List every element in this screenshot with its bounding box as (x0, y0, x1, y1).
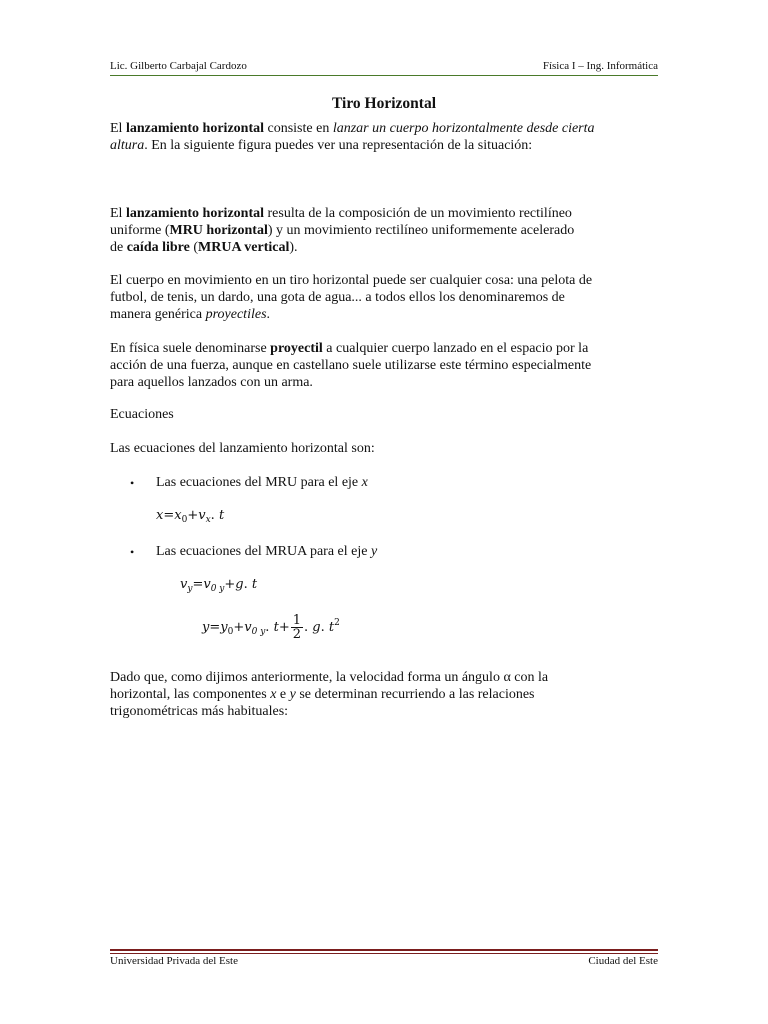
equation-mrua-vy: $v_y=v_{0 y}+g$. t (180, 577, 258, 594)
text-run: horizontal, las componentes (110, 687, 271, 702)
text-line: para aquellos lanzados con un arma. (110, 375, 313, 390)
text-run: El (110, 121, 126, 136)
bold-term: MRUA vertical (198, 240, 290, 255)
text-run: se determinan recurriendo a las relaciones (295, 687, 535, 702)
equation-mrua-y: $y=y_0+v_{0 y}$. t+ $\frac{1}{2}$ . g. $t^2$ (202, 613, 340, 642)
bold-term: lanzamiento horizontal (125, 121, 264, 136)
italic-phrase: altura (110, 138, 145, 153)
text-line: El cuerpo en movimiento en un tiro horizontal puede ser cualquier cosa: una pelota de (110, 273, 593, 288)
text-run: Las ecuaciones del MRUA para el eje (156, 544, 371, 559)
section-heading-ecuaciones: Ecuaciones (110, 407, 174, 422)
body-paragraph-cuerpo (110, 272, 658, 323)
bold-term: proyectil (270, 341, 323, 356)
axis-variable: x (270, 687, 277, 702)
header-course: Física I – Ing. Informática (542, 60, 658, 72)
text-run: Las ecuaciones del MRU para el eje (156, 475, 362, 490)
text-run: ). (289, 240, 298, 255)
footer-university: Universidad Privada del Este (110, 955, 238, 967)
fraction-one-half: $\frac{1}{2}$ (292, 613, 301, 642)
italic-phrase: lanzar un cuerpo horizontalmente desde cierta (332, 121, 595, 136)
text-run: consiste en (264, 121, 333, 136)
body-paragraph-proyectil (110, 340, 658, 391)
italic-term: proyectiles (205, 307, 267, 322)
text-run: resulta de la composición de un movimiento rectilíneo (264, 206, 572, 221)
text-run: ( (189, 240, 199, 255)
text-line: trigonométricas más habituales: (110, 704, 289, 719)
text-run: a cualquier cuerpo lanzado en el espacio por la (322, 341, 589, 356)
text-run: El (110, 206, 126, 221)
bold-term: MRU horizontal (169, 223, 268, 238)
bullet-mru (156, 474, 368, 491)
bullet-glyph: • (130, 545, 135, 559)
bullet-mrua (156, 543, 377, 560)
text-run: manera genérica (110, 307, 206, 322)
bold-term: caída libre (126, 240, 190, 255)
intro-paragraph (110, 120, 658, 154)
header-rule (110, 75, 658, 76)
closing-paragraph (110, 669, 658, 720)
text-run: En física suele denominarse (110, 341, 271, 356)
bold-term: lanzamiento horizontal (125, 206, 264, 221)
text-run: uniforme ( (110, 223, 170, 238)
text-run: . (266, 307, 271, 322)
text-run: de (110, 240, 127, 255)
text-run: ) y un movimiento rectilíneo uniformemente acelerado (267, 223, 575, 238)
bullet-glyph: • (130, 476, 135, 490)
ecuaciones-intro: Las ecuaciones del lanzamiento horizontal son: (110, 441, 375, 456)
footer-city: Ciudad del Este (588, 955, 658, 967)
text-run: e (276, 687, 290, 702)
footer-rule (110, 949, 658, 951)
axis-variable: y (370, 544, 378, 559)
text-line: Dado que, como dijimos anteriormente, la velocidad forma un ángulo α con la (110, 670, 549, 685)
text-run: . En la siguiente figura puedes ver una representación de la situación: (144, 138, 533, 153)
axis-variable: y (289, 687, 296, 702)
axis-variable: x (361, 475, 368, 490)
header-author: Lic. Gilberto Carbajal Cardozo (110, 60, 247, 72)
page-title: Tiro Horizontal (331, 95, 437, 112)
text-line: futbol, de tenis, un dardo, una gota de agua... a todos ellos los denominaremos de (110, 290, 565, 305)
text-line: acción de una fuerza, aunque en castellano suele utilizarse este término especialmente (110, 358, 592, 373)
composition-paragraph (110, 205, 658, 256)
equation-mru-x: $x=x_0+v_x$. t (156, 508, 225, 525)
footer-rule-thin (110, 953, 658, 954)
